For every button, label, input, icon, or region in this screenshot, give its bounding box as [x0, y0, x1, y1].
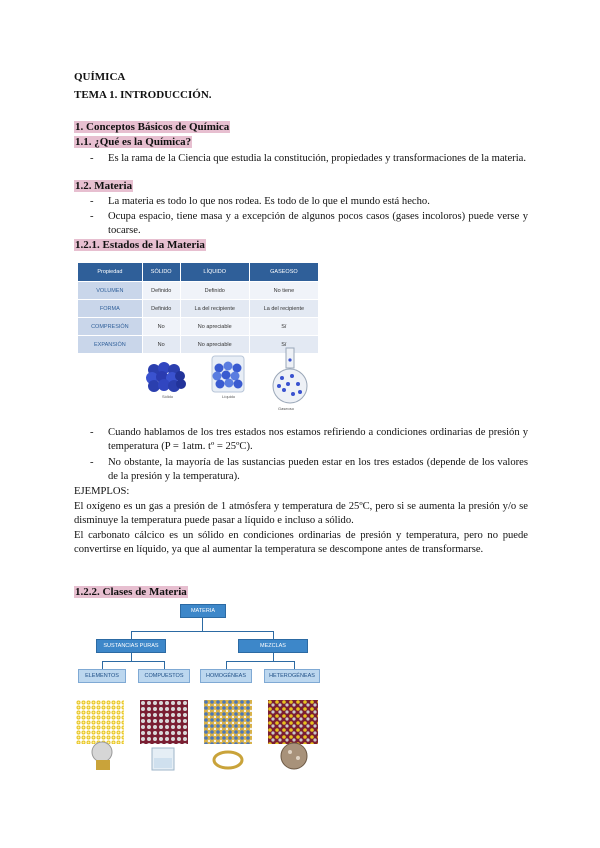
table-row-header: COMPRESIÓN: [78, 318, 143, 336]
section-1-2-1-title: 1.2.1. Estados de la Materia: [75, 239, 205, 251]
compounds-example-image: [140, 700, 188, 772]
example-paragraph: El oxígeno es un gas a presión de 1 atmósfera y temperatura de 25ºC, pero si se aumenta la presión y/o se disminuye la temperatura puede pasar a líquido e incluso a sólido.: [74, 501, 528, 526]
section-1-heading: [74, 121, 230, 133]
table-cell: No: [142, 318, 180, 336]
liquid-beaker-icon: [212, 356, 244, 392]
diagram-node-pure-substances: SUSTANCIAS PURAS: [96, 639, 166, 653]
diagram-node-compounds: COMPUESTOS: [138, 669, 190, 683]
liquid-state-image: [206, 352, 250, 400]
gas-flask-icon: [273, 348, 307, 403]
list-item: - La materia es todo lo que nos rodea. Es todo de lo que el mundo está hecho.: [90, 196, 430, 207]
diagram-node-heterogeneous: HETEROGÉNEAS: [264, 669, 320, 683]
list-item: - No obstante, la mayoría de las sustancias pueden estar en los tres estados (depende de los valores de la presión y la temperatura).: [90, 457, 528, 482]
table-row: [78, 282, 319, 300]
section-1-2-2-title: 1.2.2. Clases de Materia: [75, 586, 187, 598]
table-header-row: [78, 263, 319, 282]
liquid-caption: Líquido: [222, 394, 236, 399]
table-cell: Definido: [142, 282, 180, 300]
diagram-node-homogeneous: HOMOGÉNEAS: [200, 669, 252, 683]
document-subject: QUÍMICA: [74, 71, 126, 83]
table-cell: La del recipiente: [180, 300, 249, 318]
solid-lattice-icon: [146, 362, 186, 392]
examples-label: EJEMPLOS:: [74, 486, 130, 497]
table-cell: Definido: [180, 282, 249, 300]
document-topic: TEMA 1. INTRODUCCIÓN.: [74, 89, 212, 101]
section-1-1-heading: [74, 136, 192, 148]
states-properties-table: [77, 262, 319, 354]
table-cell: No: [142, 336, 180, 354]
table-row-header: FORMA: [78, 300, 143, 318]
solid-caption: Sólido: [162, 394, 174, 399]
table-header-cell: SÓLIDO: [142, 263, 180, 282]
table-header-cell: LÍQUIDO: [180, 263, 249, 282]
section-1-2-2-heading: [74, 586, 188, 598]
diagram-node-elements: ELEMENTOS: [78, 669, 126, 683]
table-cell: No apreciable: [180, 336, 249, 354]
section-1-2-title: 1.2. Materia: [75, 180, 133, 192]
diagram-node-mixtures: MEZCLAS: [238, 639, 308, 653]
table-header-cell: GASEOSO: [249, 263, 318, 282]
table-cell: La del recipiente: [249, 300, 318, 318]
list-item: - Es la rama de la Ciencia que estudia la constitución, propiedades y transformaciones de la materia.: [90, 153, 527, 164]
example-paragraph: El carbonato cálcico es un sólido en condiciones ordinarias de presión y temperatura, pero no puede convertirse en líquido, ya que al aumentar la temperatura se descompone antes de transformarse.: [74, 530, 528, 555]
solid-state-image: [140, 358, 190, 400]
table-cell: Sí: [249, 318, 318, 336]
table-cell: No apreciable: [180, 318, 249, 336]
table-row-header: EXPANSIÓN: [78, 336, 143, 354]
table-header-cell: Propiedad: [78, 263, 143, 282]
table-cell: No tiene: [249, 282, 318, 300]
gas-state-image: [270, 346, 310, 412]
homogeneous-example-image: [204, 700, 252, 772]
table-row-header: VOLUMEN: [78, 282, 143, 300]
table-cell: Sí: [249, 336, 318, 354]
section-1-1-title: 1.1. ¿Qué es la Química?: [75, 136, 192, 148]
table-row: [78, 318, 319, 336]
section-1-2-heading: [74, 180, 133, 192]
list-item: - Cuando hablamos de los tres estados nos estamos refiriendo a condiciones ordinarias de presión y temperatura (P = 1atm. tº = 25ºC).: [90, 427, 528, 452]
table-row: [78, 300, 319, 318]
heterogeneous-example-image: [268, 700, 318, 772]
section-1-2-1-heading: [74, 239, 206, 251]
diagram-root-node: MATERIA: [180, 604, 226, 618]
section-1-title: 1. Conceptos Básicos de Química: [75, 121, 230, 133]
table-cell: Definido: [142, 300, 180, 318]
gas-caption: Gaseoso: [278, 406, 295, 411]
elements-example-image: [76, 700, 124, 772]
list-item: - Ocupa espacio, tiene masa y a excepción de algunos pocos casos (gases incoloros) puede verse y tocarse.: [90, 211, 528, 236]
